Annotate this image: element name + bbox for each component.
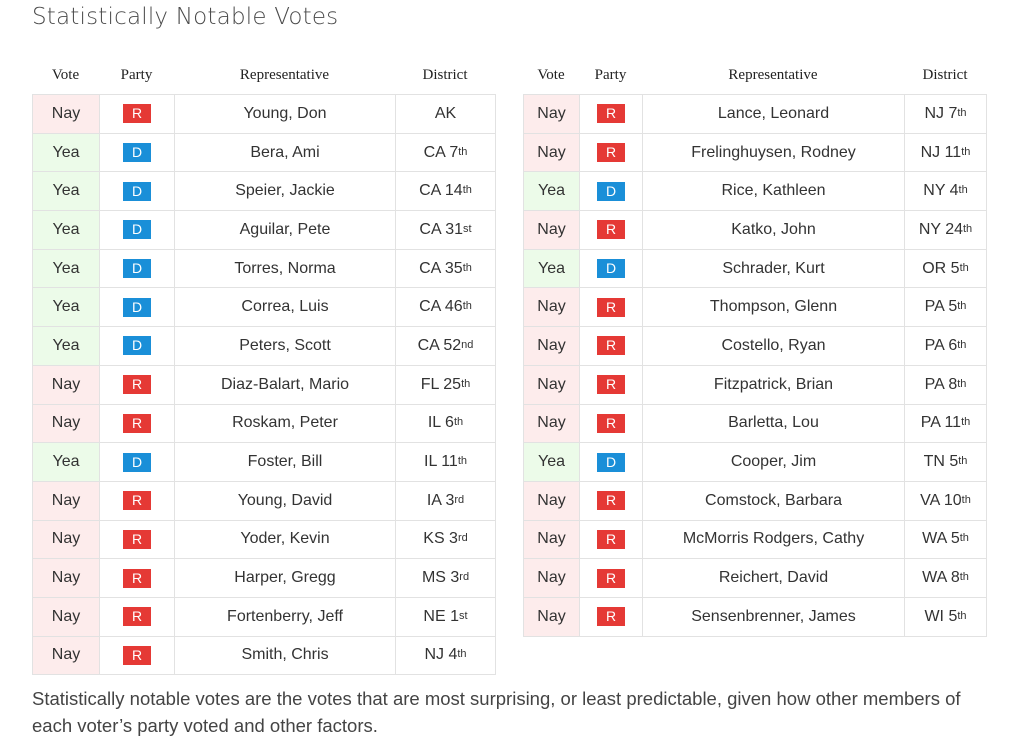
vote-cell: Yea: [33, 172, 100, 211]
district-text: OR 5: [922, 259, 960, 277]
page-title: Statistically Notable Votes: [32, 4, 339, 30]
party-cell: [100, 95, 175, 134]
vote-cell: Nay: [524, 95, 580, 134]
party-badge: R: [597, 414, 625, 433]
district-text: PA 6: [924, 336, 958, 354]
district-cell: IA 3 $^{rd}$: [396, 482, 496, 521]
votes-table-right: [523, 56, 987, 637]
party-badge: D: [597, 182, 625, 201]
district-cell: OR 5 $^{th}$: [905, 250, 987, 289]
vote-cell: Yea: [33, 211, 100, 250]
table-row: [33, 405, 496, 444]
header-representative: Representative: [239, 66, 330, 83]
district-cell: PA 5 $^{th}$: [905, 288, 987, 327]
district-text: NE 1: [423, 607, 459, 625]
district-text: CA 52: [417, 336, 462, 354]
vote-cell: Yea: [524, 172, 580, 211]
party-badge: D: [123, 336, 151, 355]
district-text: CA 7: [423, 143, 459, 161]
representative-cell: Costello, Ryan: [643, 327, 905, 366]
district-text: WI 5: [924, 607, 958, 625]
party-cell: [100, 405, 175, 444]
table-body: [523, 94, 987, 637]
table-row: [524, 482, 987, 521]
district-cell: IL 6 $^{th}$: [396, 405, 496, 444]
party-cell: [580, 366, 643, 405]
table-row: [33, 172, 496, 211]
header-party: Party: [120, 66, 153, 83]
table-row: [524, 172, 987, 211]
district-text: PA 11: [920, 414, 962, 432]
party-badge: R: [123, 104, 151, 123]
representative-cell: Rice, Kathleen: [643, 172, 905, 211]
table-row: [33, 288, 496, 327]
vote-cell: Nay: [33, 405, 100, 444]
header-district: District: [922, 66, 968, 83]
party-cell: [580, 327, 643, 366]
representative-cell: Foster, Bill: [175, 443, 396, 482]
table-row: [33, 521, 496, 560]
party-cell: [100, 443, 175, 482]
district-text: CA 46: [419, 298, 463, 316]
representative-cell: Roskam, Peter: [175, 405, 396, 444]
vote-cell: Yea: [524, 443, 580, 482]
representative-cell: Schrader, Kurt: [643, 250, 905, 289]
vote-cell: Yea: [33, 134, 100, 173]
party-cell: [580, 134, 643, 173]
caption: Statistically notable votes are the votes that are most surprising, or least predictable, given how other members of each voter’s party voted and other factors.: [32, 688, 961, 736]
party-cell: [100, 637, 175, 676]
header-vote: Vote: [537, 66, 565, 83]
district-cell: NY 4 $^{th}$: [905, 172, 987, 211]
party-badge: D: [123, 298, 151, 317]
district-text: WA 8: [922, 569, 960, 587]
vote-cell: Yea: [33, 288, 100, 327]
party-badge: R: [123, 607, 151, 626]
party-cell: [100, 482, 175, 521]
party-badge: R: [597, 607, 625, 626]
district-cell: NY 24 $^{th}$: [905, 211, 987, 250]
district-text: IL 11: [424, 453, 458, 471]
party-badge: R: [597, 491, 625, 510]
vote-cell: Nay: [524, 521, 580, 560]
district-cell: CA 14 $^{th}$: [396, 172, 496, 211]
representative-cell: Fortenberry, Jeff: [175, 598, 396, 637]
table-body: [32, 94, 496, 675]
representative-cell: Torres, Norma: [175, 250, 396, 289]
party-cell: [580, 250, 643, 289]
vote-cell: Nay: [524, 559, 580, 598]
party-cell: [100, 559, 175, 598]
district-cell: MS 3 $^{rd}$: [396, 559, 496, 598]
district-text: IA 3: [426, 491, 455, 509]
district-cell: PA 8 $^{th}$: [905, 366, 987, 405]
table-row: [33, 211, 496, 250]
representative-cell: Smith, Chris: [175, 637, 396, 676]
table-row: [33, 637, 496, 676]
district-text: NJ 11: [920, 143, 962, 161]
vote-cell: Nay: [524, 134, 580, 173]
table-header: [32, 56, 496, 94]
representative-cell: Peters, Scott: [175, 327, 396, 366]
representative-cell: Correa, Luis: [175, 288, 396, 327]
party-cell: [100, 211, 175, 250]
party-badge: R: [123, 569, 151, 588]
district-text: NJ 7: [924, 104, 958, 122]
table-row: [524, 598, 987, 637]
vote-cell: Nay: [524, 327, 580, 366]
representative-cell: Reichert, David: [643, 559, 905, 598]
party-cell: [580, 405, 643, 444]
district-cell: CA 7 $^{th}$: [396, 134, 496, 173]
representative-cell: Cooper, Jim: [643, 443, 905, 482]
vote-cell: Nay: [33, 637, 100, 676]
table-row: [33, 250, 496, 289]
party-cell: [100, 366, 175, 405]
party-cell: [580, 95, 643, 134]
header-district: District: [422, 66, 468, 83]
representative-cell: Barletta, Lou: [643, 405, 905, 444]
district-cell: CA 46 $^{th}$: [396, 288, 496, 327]
representative-cell: Young, Don: [175, 95, 396, 134]
votes-table-left: [32, 56, 496, 675]
district-text: CA 35: [419, 259, 463, 277]
table-row: [33, 598, 496, 637]
party-badge: R: [597, 143, 625, 162]
vote-cell: Yea: [33, 443, 100, 482]
party-badge: D: [123, 259, 151, 278]
table-row: [33, 327, 496, 366]
district-cell: PA 11 $^{th}$: [905, 405, 987, 444]
table-row: [524, 366, 987, 405]
table-row: [524, 95, 987, 134]
representative-cell: Yoder, Kevin: [175, 521, 396, 560]
header-representative: Representative: [728, 66, 818, 83]
district-cell: NJ 7 $^{th}$: [905, 95, 987, 134]
representative-cell: Diaz-Balart, Mario: [175, 366, 396, 405]
party-cell: [100, 327, 175, 366]
party-badge: D: [597, 453, 625, 472]
party-cell: [580, 598, 643, 637]
vote-cell: Nay: [33, 559, 100, 598]
representative-cell: Aguilar, Pete: [175, 211, 396, 250]
party-cell: [100, 172, 175, 211]
representative-cell: Lance, Leonard: [643, 95, 905, 134]
district-cell: PA 6 $^{th}$: [905, 327, 987, 366]
vote-cell: Nay: [524, 366, 580, 405]
party-badge: R: [123, 646, 151, 665]
party-badge: R: [597, 569, 625, 588]
district-cell: CA 35 $^{th}$: [396, 250, 496, 289]
party-badge: R: [123, 491, 151, 510]
party-cell: [100, 134, 175, 173]
district-text: PA 8: [924, 375, 958, 393]
party-badge: D: [123, 143, 151, 162]
vote-cell: Nay: [524, 211, 580, 250]
table-row: [33, 95, 496, 134]
district-text: VA 10: [920, 491, 962, 509]
party-badge: D: [123, 220, 151, 239]
district-cell: WA 5 $^{th}$: [905, 521, 987, 560]
district-text: FL 25: [420, 375, 462, 393]
vote-cell: Nay: [33, 598, 100, 637]
table-row: [33, 443, 496, 482]
district-cell: NE 1 $^{st}$: [396, 598, 496, 637]
representative-cell: Young, David: [175, 482, 396, 521]
table-row: [33, 134, 496, 173]
representative-cell: Harper, Gregg: [175, 559, 396, 598]
district-text: NJ 4: [424, 646, 458, 664]
table-row: [524, 405, 987, 444]
district-text: NY 4: [923, 182, 959, 200]
district-cell: KS 3 $^{rd}$: [396, 521, 496, 560]
party-badge: R: [123, 414, 151, 433]
district-cell: IL 11 $^{th}$: [396, 443, 496, 482]
table-row: [33, 366, 496, 405]
party-badge: D: [123, 182, 151, 201]
party-cell: [580, 559, 643, 598]
party-badge: D: [597, 259, 625, 278]
district-cell: NJ 11 $^{th}$: [905, 134, 987, 173]
party-cell: [580, 482, 643, 521]
vote-cell: Nay: [524, 405, 580, 444]
party-cell: [100, 288, 175, 327]
table-row: [524, 250, 987, 289]
representative-cell: Speier, Jackie: [175, 172, 396, 211]
representative-cell: Bera, Ami: [175, 134, 396, 173]
party-cell: [580, 521, 643, 560]
table-row: [524, 288, 987, 327]
party-cell: [100, 598, 175, 637]
district-cell: NJ 4 $^{th}$: [396, 637, 496, 676]
representative-cell: Thompson, Glenn: [643, 288, 905, 327]
representative-cell: Katko, John: [643, 211, 905, 250]
header-party: Party: [594, 66, 627, 83]
party-badge: R: [597, 530, 625, 549]
district-cell: FL 25 $^{th}$: [396, 366, 496, 405]
representative-cell: McMorris Rodgers, Cathy: [643, 521, 905, 560]
party-badge: R: [597, 336, 625, 355]
representative-cell: Fitzpatrick, Brian: [643, 366, 905, 405]
party-cell: [100, 521, 175, 560]
representative-cell: Comstock, Barbara: [643, 482, 905, 521]
header-vote: Vote: [51, 66, 80, 83]
party-badge: R: [123, 530, 151, 549]
party-badge: R: [597, 375, 625, 394]
table-row: [33, 559, 496, 598]
table-row: [524, 443, 987, 482]
party-badge: D: [123, 453, 151, 472]
district-text: IL 6: [427, 414, 454, 432]
district-cell: VA 10 $^{th}$: [905, 482, 987, 521]
vote-cell: Nay: [33, 482, 100, 521]
district-text: KS 3: [423, 530, 458, 548]
vote-cell: Nay: [524, 288, 580, 327]
table-row: [524, 521, 987, 560]
party-cell: [580, 288, 643, 327]
party-cell: [580, 211, 643, 250]
vote-cell: Yea: [524, 250, 580, 289]
party-cell: [580, 443, 643, 482]
district-text: CA 31: [419, 220, 464, 238]
party-cell: [580, 172, 643, 211]
table-row: [33, 482, 496, 521]
vote-cell: Nay: [524, 482, 580, 521]
party-badge: R: [123, 375, 151, 394]
vote-cell: Yea: [33, 250, 100, 289]
district-cell: [396, 95, 496, 134]
district-text: PA 5: [924, 298, 958, 316]
district-cell: WA 8 $^{th}$: [905, 559, 987, 598]
district-text: AK: [434, 104, 457, 122]
vote-cell: Nay: [33, 366, 100, 405]
party-badge: R: [597, 220, 625, 239]
vote-cell: Nay: [524, 598, 580, 637]
district-text: MS 3: [421, 569, 460, 587]
table-row: [524, 327, 987, 366]
vote-cell: Yea: [33, 327, 100, 366]
district-cell: CA 52 $^{nd}$: [396, 327, 496, 366]
table-row: [524, 134, 987, 173]
party-cell: [100, 250, 175, 289]
table-header: [523, 56, 987, 94]
table-row: [524, 211, 987, 250]
district-text: CA 14: [419, 182, 463, 200]
representative-cell: Frelinghuysen, Rodney: [643, 134, 905, 173]
district-text: WA 5: [922, 530, 960, 548]
party-badge: R: [597, 298, 625, 317]
district-cell: CA 31 $^{st}$: [396, 211, 496, 250]
district-cell: TN 5 $^{th}$: [905, 443, 987, 482]
representative-cell: Sensenbrenner, James: [643, 598, 905, 637]
party-badge: R: [597, 104, 625, 123]
vote-cell: Nay: [33, 95, 100, 134]
table-row: [524, 559, 987, 598]
vote-cell: Nay: [33, 521, 100, 560]
district-cell: WI 5 $^{th}$: [905, 598, 987, 637]
district-text: TN 5: [923, 453, 959, 471]
district-text: NY 24: [918, 220, 963, 238]
